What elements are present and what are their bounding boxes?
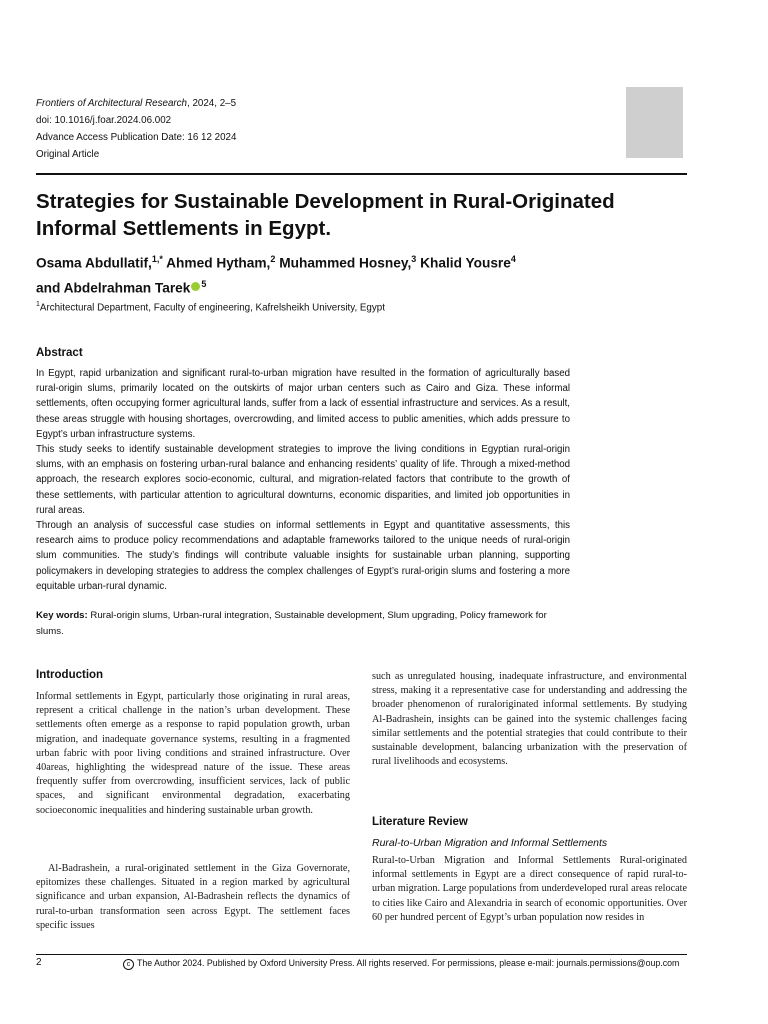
article-type: Original Article [36, 149, 100, 160]
copyright-text: The Author 2024. Published by Oxford University Press. All rights reserved. For permissions, please e-mail: journals.permissions@oup.com [137, 958, 680, 968]
keywords-label: Key words: [36, 610, 88, 621]
abstract-body [36, 366, 570, 594]
author-name: Osama Abdullatif, [36, 255, 152, 271]
author-name: Ahmed Hytham, [162, 255, 271, 271]
header-rule [36, 173, 687, 175]
paragraph-text: Rural-to-Urban Migration and Informal Settlements Rural-originated informal settlements in Egypt are a direct consequence of rapid rural-to-urban migration. Large populations from underdeveloped rural areas relocate to cities like Cairo and Alexandria in search of economic opportunities. Over 60 per hundred percent of Egypt’s urban population now resides in [372, 855, 687, 923]
affiliation [36, 298, 676, 315]
introduction-paragraph [36, 690, 350, 818]
keywords-text: Rural-origin slums, Urban-rural integration, Sustainable development, Slum upgrading, Policy framework for slums. [36, 610, 547, 637]
paragraph-text: Informal settlements in Egypt, particularly those originating in rural areas, represent a critical challenge in the nation’s urban development. These settlements often emerge as a response to rapid population growth, urban migration, and inadequate governance systems, resulting in a fragmented urban fabric with poor living conditions and strained infrastructure. Over 40areas, highlighting the widespread nature of the issue. These areas frequently suffer from overcrowding, insufficient services, lack of public spaces, and significant environmental degradation, exacerbating socioeconomic inequalities and hindering sustainable urban growth. [36, 691, 350, 816]
author-affil: 5 [201, 278, 207, 289]
affiliation-text: Architectural Department, Faculty of engineering, Kafrelsheikh University, Egypt [39, 302, 385, 314]
abstract-heading: Abstract [36, 347, 83, 359]
author-list [36, 249, 676, 298]
affiliation-number: 1 [36, 301, 40, 308]
journal-name: Frontiers of Architectural Research [36, 98, 188, 109]
copyright-icon: c [123, 959, 134, 970]
author-affil: 2 [270, 254, 276, 264]
author-name: and Abdelrahman Tarek [36, 280, 191, 296]
author-affil: 1,* [151, 254, 163, 264]
author-affil: 3 [411, 254, 417, 264]
footer-rule [36, 954, 687, 955]
paragraph-text: such as unregulated housing, inadequate infrastructure, and environmental stress, making it a representative case for understanding and addressing the broader phenomenon of ruraloriginated informal settlements. By studying Al-Badrashein, insights can be gained into the systemic challenges facing similar settlements and the potential strategies that could contribute to their sustainable development, balancing urbanization with the preservation of rural livelihoods and ecosystems. [372, 671, 687, 768]
journal-logo-placeholder [626, 87, 683, 158]
journal-line [36, 95, 236, 112]
author-name: Muhammed Hosney, [275, 255, 412, 271]
introduction-paragraph [36, 862, 350, 933]
literature-review-heading: Literature Review [372, 816, 468, 828]
access-date: Advance Access Publication Date: 16 12 2024 [36, 132, 237, 143]
keywords [36, 608, 570, 639]
author-affil: 4 [510, 254, 516, 264]
abstract-paragraph: Through an analysis of successful case studies on informal settlements in Egypt and quantitative assessments, this research aims to produce policy recommendations and adaptable frameworks tailored to the unique needs of rural-origin slum communities. The study’s findings will contribute valuable insights for sustainable urban planning, supporting policymakers in developing strategies to address the complex challenges of Egypt’s rural-origin slums and fostering a more equitable urban-rural dynamic. [36, 520, 570, 592]
literature-subheading: Rural-to-Urban Migration and Informal Settlements [372, 837, 608, 849]
author-name: Khalid Yousre [416, 255, 511, 271]
introduction-paragraph-continued [372, 670, 687, 769]
article-meta [36, 95, 236, 163]
doi-line: doi: 10.1016/j.foar.2024.06.002 [36, 115, 172, 126]
abstract-paragraph: This study seeks to identify sustainable development strategies to improve the living conditions in Egyptian rural-origin slums, with an emphasis on fostering urban-rural balance and enhancing residents’ quality of life. Through a mixed-method approach, the research explores socio-economic, cultural, and migration-related factors that contribute to the growth of these settlements, with particular attention to agricultural downturns, economic disparities, and limited job opportunities in rural areas. [36, 444, 570, 516]
literature-paragraph [372, 854, 687, 925]
abstract-paragraph: In Egypt, rapid urbanization and significant rural-to-urban migration have resulted in the formation of agriculturally based rural-origin slums, primarily located on the outskirts of major urban centers such as Cairo and Giza. These informal settlements, often occupying former agricultural lands, suffer from a lack of essential infrastructure and services. As a result, these areas struggle with housing shortages, overcrowding, and limited access to public amenities, which adds pressure to Egypt’s urban infrastructure systems. [36, 368, 570, 440]
page-number: 2 [36, 957, 42, 968]
journal-issue: , 2024, 2–5 [187, 98, 237, 109]
paper-title: Strategies for Sustainable Development in Rural-Originated Informal Settlements in Egypt. [36, 190, 615, 240]
paragraph-text: Al-Badrashein, a rural-originated settlement in the Giza Governorate, epitomizes these challenges. Situated in a region marked by agricultural significance and urban expansion, Al-Badrashein reflects the dynamics of rural-to-urban transformation seen across Egypt. The settlement faces specific issues [36, 863, 350, 931]
orcid-icon[interactable] [191, 282, 200, 291]
introduction-heading: Introduction [36, 669, 104, 681]
copyright-note [123, 958, 679, 970]
